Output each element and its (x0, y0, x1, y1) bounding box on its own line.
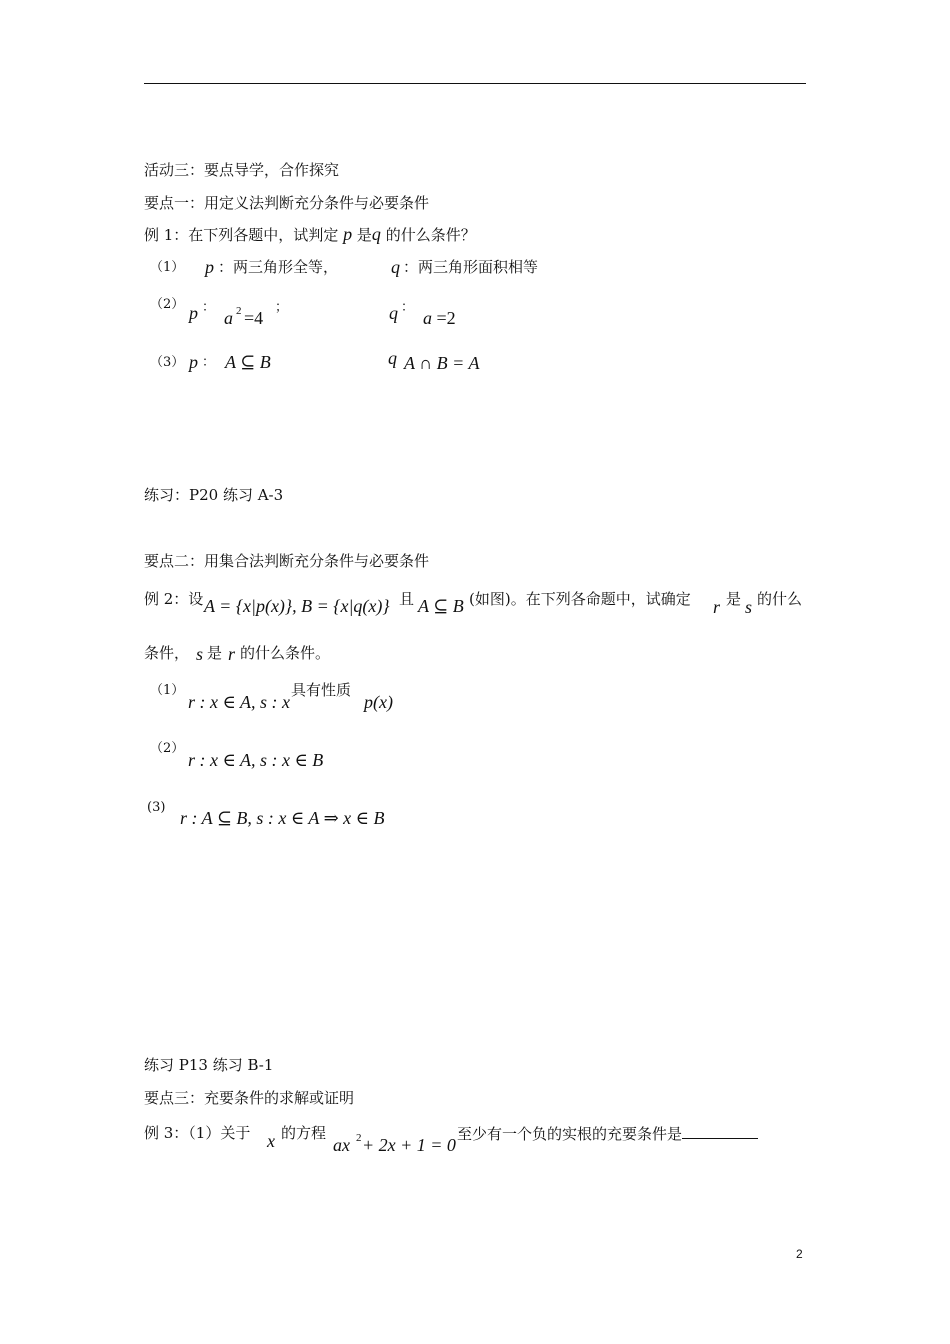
ex2-item3-math: r : A ⊆ B, s : x ∈ A ⇒ x ∈ B (180, 808, 385, 828)
ex2-line2-s: s (196, 644, 204, 664)
ex1-item3-colon: ： (202, 355, 216, 370)
ex1-item2-exponent: 2 (236, 305, 242, 317)
ex1-item2-semicolon: ； (275, 300, 289, 315)
ex1-item2-p-rest: =4 (244, 308, 264, 328)
ex3-x: x (267, 1131, 275, 1151)
ex3-eq-a: ax (333, 1135, 350, 1155)
ex2-item2-math: r : x ∈ A, s : x ∈ B (188, 750, 324, 770)
ex2-s: s (745, 597, 753, 617)
point1-heading: 要点一：用定义法判断充分条件与必要条件 (144, 194, 430, 212)
ex2-item1-num: （1） (150, 683, 185, 698)
answer-blank[interactable] (682, 1124, 758, 1139)
activity-heading: 活动三：要点导学，合作探究 (144, 161, 340, 179)
ex1-item1-q-text: ：两三角形面积相等 (403, 258, 539, 276)
ex2-item3-num: (3) (147, 800, 166, 815)
ex1-item3-num: （3） (150, 355, 185, 370)
page-number: 2 (796, 1247, 803, 1261)
ex1-item2-q: q (389, 303, 398, 323)
ex1-item1-p-text: ：两三角形全等， (218, 258, 339, 276)
ex1-item2-p-math: a (224, 308, 233, 328)
point2-heading: 要点二：用集合法判断充分条件与必要条件 (144, 552, 430, 570)
ex1-item3-p-math: A ⊆ B (225, 352, 271, 372)
ex2-what: 的什么 (757, 590, 803, 608)
ex1-item1-q: q (391, 257, 400, 277)
ex2-r: r (713, 597, 721, 617)
ex3-equation-label: 的方程 (281, 1124, 327, 1142)
practice1: 练习：P20 练习 A-3 (144, 486, 284, 504)
ex2-line2-is: 是 (207, 644, 223, 662)
ex2-line2-r: r (228, 644, 236, 664)
ex3-prefix: 例 3：（1）关于 (144, 1124, 251, 1142)
ex2-line2-a: 条件， (144, 644, 190, 662)
ex2-set-definition: A = {x|p(x)}, B = {x|q(x)} (204, 596, 390, 616)
ex3-eq-exponent: 2 (356, 1132, 362, 1144)
ex1-item3-q: q (388, 348, 397, 368)
ex1-item2-p: p (189, 303, 198, 323)
ex1-item2-num: （2） (150, 297, 185, 312)
ex2-text: (如图)。在下列各命题中，试确定 (469, 590, 691, 608)
ex1-item3-p: p (189, 352, 198, 372)
ex2-is: 是 (726, 590, 742, 608)
ex2-subset: A ⊆ B (418, 596, 464, 616)
point3-heading: 要点三：充要条件的求解或证明 (144, 1089, 355, 1107)
header-rule (144, 83, 806, 84)
ex3-question: 至少有一个负的实根的充要条件是 (457, 1124, 758, 1143)
ex3-eq-rest: + 2x + 1 = 0 (362, 1135, 456, 1155)
ex2-item1-math2: p(x) (364, 692, 393, 712)
ex1-item2-colon1: ： (202, 300, 216, 315)
ex2-line2-c: 的什么条件。 (240, 644, 331, 662)
ex1-item1-num: （1） (150, 260, 185, 275)
ex1-item3-q-math: A ∩ B = A (404, 353, 480, 373)
ex2-and: 且 (399, 590, 415, 608)
ex1-item2-q-math: a =2 (423, 308, 456, 328)
ex2-item2-num: （2） (150, 741, 185, 756)
ex1-item1-p: p (205, 257, 214, 277)
practice2: 练习 P13 练习 B-1 (144, 1056, 274, 1074)
example1-prompt: 例 1：在下列各题中，试判定 p 是q 的什么条件？ (144, 224, 476, 244)
ex2-item1-text: 具有性质 (291, 681, 352, 699)
ex1-item2-colon2: ： (401, 300, 415, 315)
ex2-prefix: 例 2：设 (144, 590, 204, 608)
ex2-item1-math: r : x ∈ A, s : x (188, 692, 290, 712)
